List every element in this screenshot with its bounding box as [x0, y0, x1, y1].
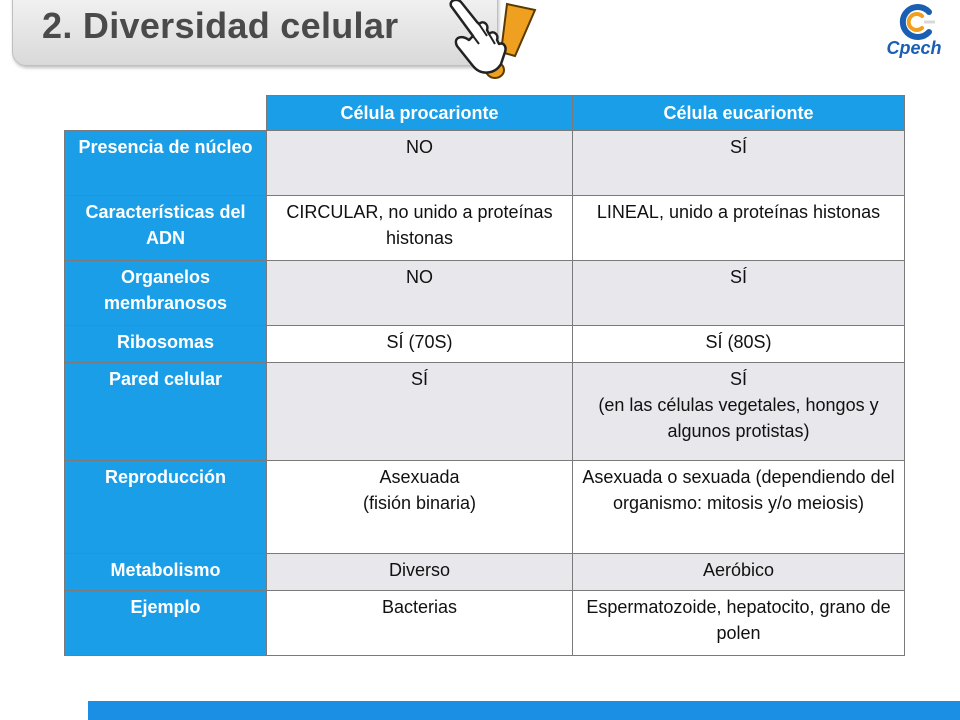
eucarionte-cell: Asexuada o sexuada (dependiendo del organismo: mitosis y/o meiosis) [573, 461, 905, 554]
eucarionte-cell: SÍ (en las células vegetales, hongos y algunos protistas) [573, 363, 905, 461]
eucarionte-cell: SÍ [573, 261, 905, 326]
table-row [65, 261, 905, 326]
table-row [65, 591, 905, 656]
eucarionte-cell: SÍ [573, 131, 905, 196]
row-label: Características del ADN [65, 196, 267, 261]
header-procarionte: Célula procarionte [267, 96, 573, 131]
header-empty-cell [65, 96, 267, 131]
eucarionte-cell: Espermatozoide, hepatocito, grano de polen [573, 591, 905, 656]
bottom-accent-bar [88, 701, 960, 720]
procarionte-cell: SÍ [267, 363, 573, 461]
row-label: Reproducción [65, 461, 267, 554]
row-label: Ejemplo [65, 591, 267, 656]
procarionte-cell: Bacterias [267, 591, 573, 656]
table-row [65, 131, 905, 196]
header-eucarionte: Célula eucarionte [573, 96, 905, 131]
table-row [65, 554, 905, 591]
page-title: 2. Diversidad celular [42, 5, 399, 46]
table-row [65, 363, 905, 461]
logo-text: Cpech [886, 38, 942, 58]
procarionte-cell: CIRCULAR, no unido a proteínas histonas [267, 196, 573, 261]
procarionte-cell: Asexuada (fisión binaria) [267, 461, 573, 554]
procarionte-cell: SÍ (70S) [267, 326, 573, 363]
eucarionte-cell: LINEAL, unido a proteínas histonas [573, 196, 905, 261]
pointing-hand-exclamation-icon [443, 0, 539, 82]
row-label: Metabolismo [65, 554, 267, 591]
row-label: Presencia de núcleo [65, 131, 267, 196]
procarionte-cell: NO [267, 131, 573, 196]
cell-comparison-table [64, 95, 905, 656]
table-row [65, 326, 905, 363]
cpech-logo [876, 4, 952, 68]
procarionte-cell: NO [267, 261, 573, 326]
row-label: Ribosomas [65, 326, 267, 363]
table-row [65, 196, 905, 261]
table-row [65, 461, 905, 554]
row-label: Pared celular [65, 363, 267, 461]
row-label: Organelos membranosos [65, 261, 267, 326]
eucarionte-cell: Aeróbico [573, 554, 905, 591]
procarionte-cell: Diverso [267, 554, 573, 591]
eucarionte-cell: SÍ (80S) [573, 326, 905, 363]
table-header-row [65, 96, 905, 131]
